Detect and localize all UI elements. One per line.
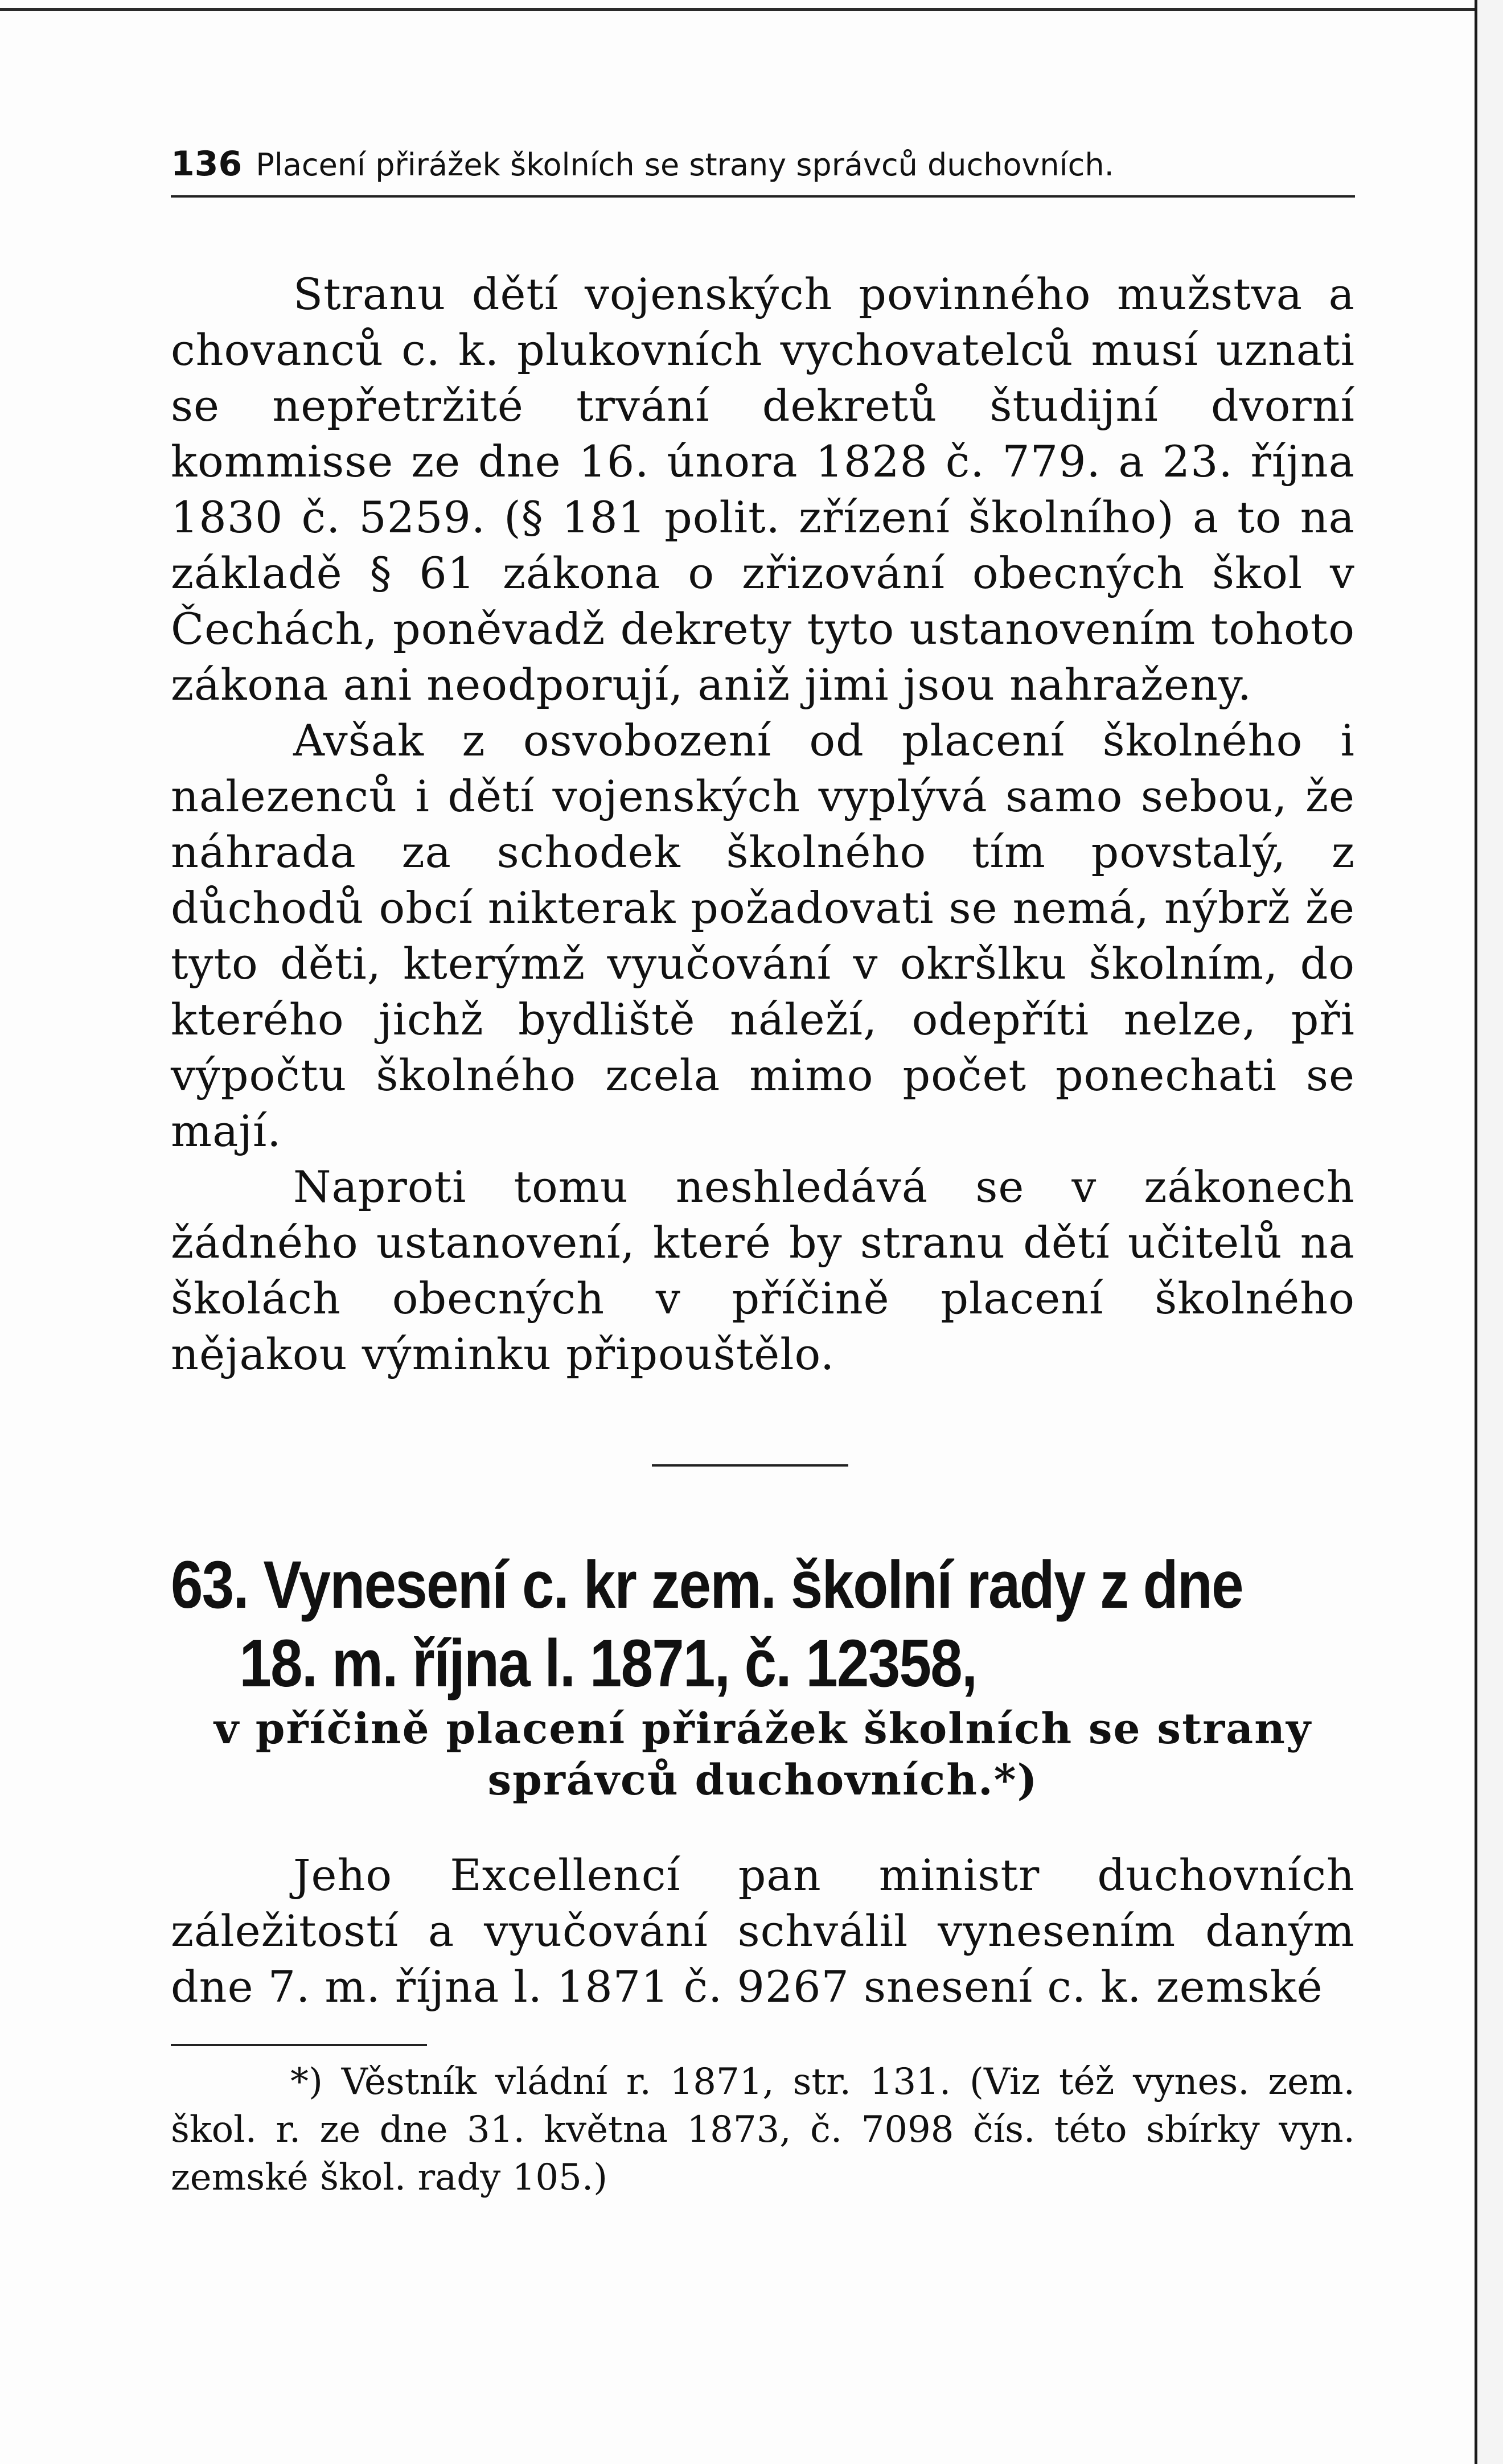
body-text <box>171 266 1355 1382</box>
page-edge <box>1475 0 1503 2464</box>
scan-top-border <box>0 8 1477 11</box>
paragraph-2: Avšak z osvobození od placení školného i nalezenců i dětí vojenských vyplývá samo sebou, že náhrada za schodek školného tím povstalý, z důchodů obcí nikterak požadovati se nemá, nýbrž že tyto děti, kterýmž vyučování v okršlku školním, do kterého jichž bydliště náleží, odepříti nelze, při výpočtu školného zcela mimo počet ponechati se mají. <box>171 715 1355 1156</box>
section-paragraph: Jeho Excellencí pan ministr duchovních záležitostí a vyučování schválil vynesením daným dne 7. m. října l. 1871 č. 9267 snesení c. k. zemské <box>171 1850 1355 2012</box>
section-heading-line-2: 18. m. října l. 1871, č. 12358, <box>239 1626 977 1701</box>
section-divider <box>652 1464 848 1467</box>
section-heading-line-1: 63. Vynesení c. kr zem. školní rady z dne <box>171 1547 1243 1623</box>
running-title: Placení přirážek školních se strany správců duchovních. <box>256 147 1114 183</box>
footnote <box>171 2058 1355 2202</box>
paragraph-1: Stranu dětí vojenských povinného mužstva a chovanců c. k. plukovních vychovatelců musí uznati se nepřetržité trvání dekretů študijní dvorní kommisse ze dne 16. února 1828 č. 779. a 23. října 1830 č. 5259. (§ 181 polit. zřízení školního) a to na základě § 61 zákona o zřizování obecných škol v Čechách, poněvadž dekrety tyto ustanovením tohoto zákona ani neodporují, aniž jimi jsou nahraženy. <box>171 269 1355 710</box>
paragraph-3: Naproti tomu neshledává se v zákonech žádného ustanovení, které by stranu dětí učitelů na školách obecných v příčině placení školného nějakou výminku připouštělo. <box>171 1161 1355 1379</box>
running-head <box>171 141 1355 187</box>
footnote-text: *) Věstník vládní r. 1871, str. 131. (Viz též vynes. zem. škol. r. ze dne 31. května 1873, č. 7098 čís. této sbírky vyn. zemské škol. rady 105.) <box>171 2061 1355 2199</box>
section-body <box>171 1847 1355 2015</box>
header-rule <box>171 195 1355 198</box>
section-subtitle: v příčině placení přirážek školních se strany správců duchovních.*) <box>214 1705 1312 1805</box>
section-heading <box>171 1546 1356 1703</box>
page-number: 136 <box>171 144 243 184</box>
footnote-rule <box>171 2044 427 2046</box>
